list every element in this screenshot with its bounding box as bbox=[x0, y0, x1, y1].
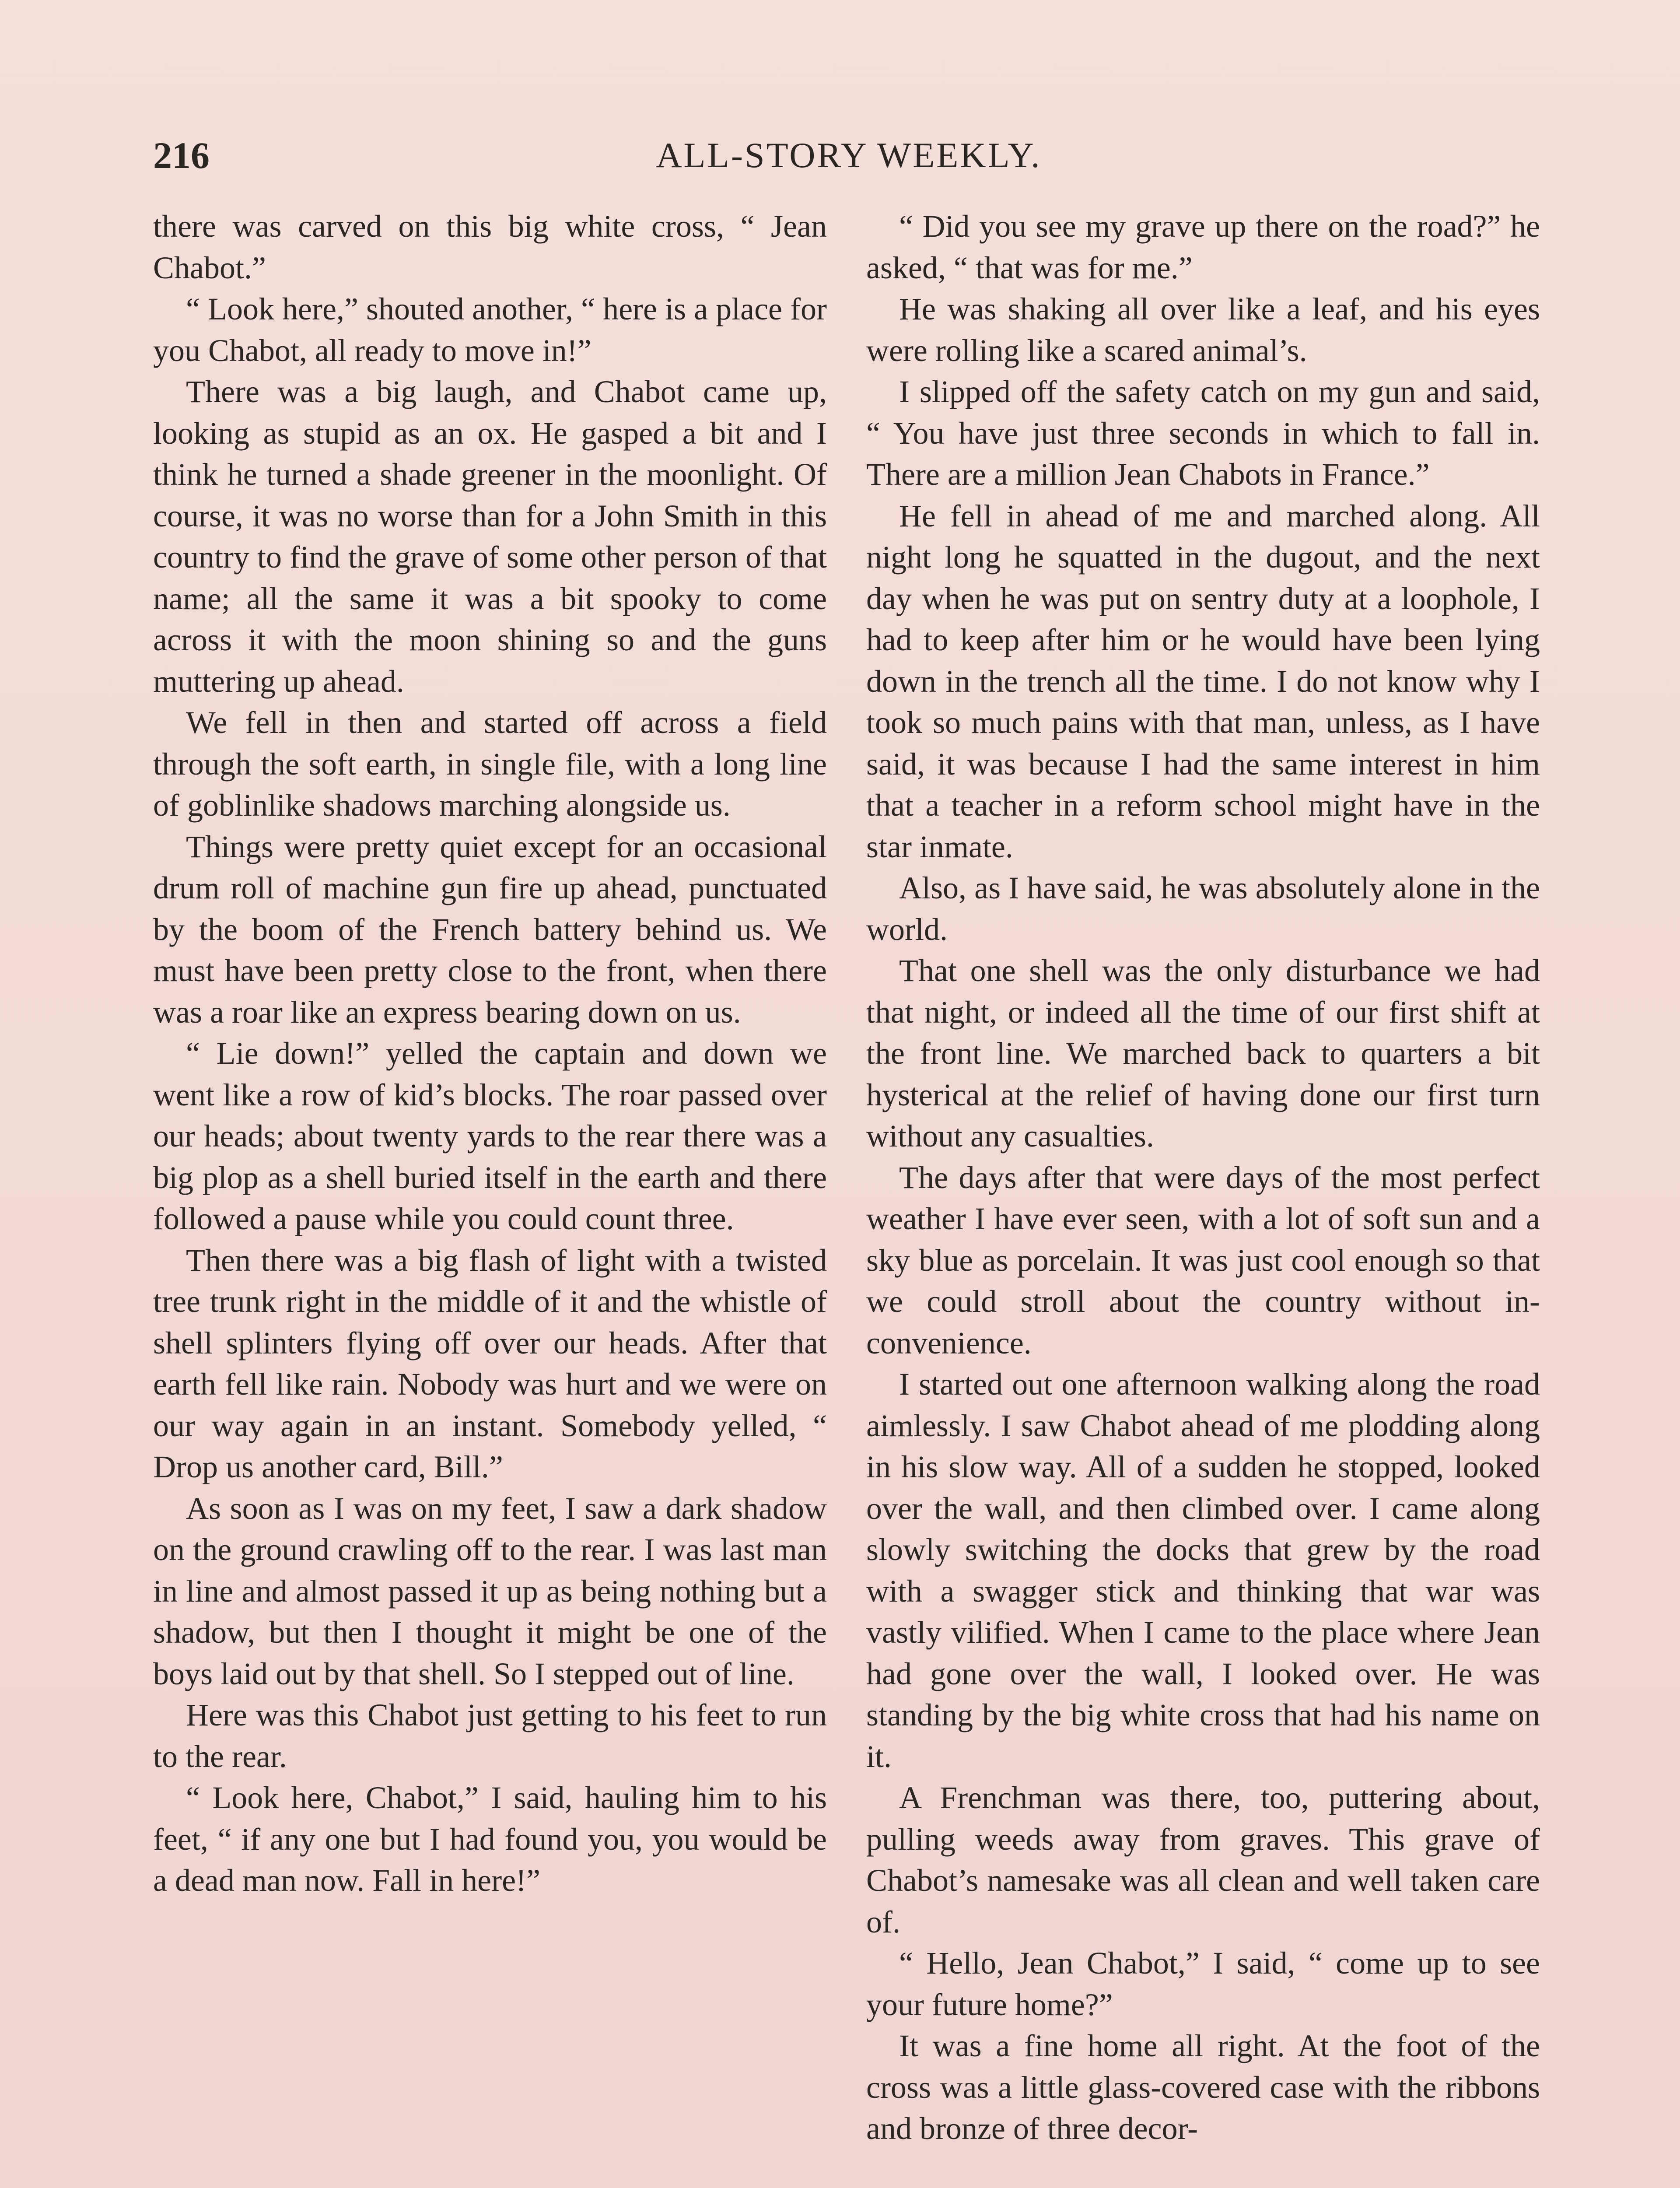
paragraph: There was a big laugh, and Chabot came up, looking as stupid as an ox. He gasped a bit and I think he turned a shade greener in the moonlight. Of course, it was no worse than for a John Smith in this country to find the grave of some other person of that name; all the same it was a bit spooky to come across it with the moon shining so and the guns muttering up ahead. bbox=[153, 374, 827, 699]
paragraph: I started out one afternoon walking along the road aimlessly. I saw Chabot ahead of me plodding along in his slow way. All of a sudden he stopped, looked over the wall, and then climbed over. I came along slowly switching the docks that grew by the road with a swagger stick and thinking that war was vastly vilified. When I came to the place where Jean had gone over the wall, I looked over. He was standing by the big white cross that had his name on it. bbox=[866, 1367, 1540, 1774]
paragraph: there was carved on this big white cross, “ Jean Chabot.” bbox=[153, 209, 827, 285]
running-head: ALL-STORY WEEKLY. bbox=[656, 135, 1042, 175]
paragraph: He was shaking all over like a leaf, and his eyes were rolling like a scared animal’s. bbox=[866, 291, 1540, 368]
paragraph: He fell in ahead of me and marched along. All night long he squatted in the dugout, and the next day when he was put on sentry duty at a loophole, I had to keep after him or he would have been lying down in the trench all the time. I do not know why I took so much pains with that man, unless, as I have said, it was because I had the same interest in him that a teacher in a reform school might have in the star inmate. bbox=[866, 498, 1540, 864]
paragraph: We fell in then and started off across a field through the soft earth, in single file, with a long line of goblinlike shadows marching alongside us. bbox=[153, 705, 827, 823]
paragraph: A Frenchman was there, too, puttering about, pulling weeds away from graves. This grave of Chabot’s namesake was all clean and well taken care of. bbox=[866, 1780, 1540, 1939]
paragraph: “ Look here,” shouted another, “ here is a place for you Chabot, all ready to move in!” bbox=[153, 291, 827, 368]
page-header bbox=[153, 131, 1544, 179]
paragraph: Then there was a big flash of light with a twisted tree trunk right in the middle of it and the whistle of shell splinters flying off over our heads. After that earth fell like rain. Nobody was hurt and we were on our way again in an instant. Somebody yelled, “ Drop us another card, Bill.” bbox=[153, 1242, 827, 1484]
paragraph: That one shell was the only disturbance we had that night, or indeed all the time of our first shift at the front line. We marched back to quarters a bit hysterical at the relief of having done our first turn without any casualties. bbox=[866, 953, 1540, 1154]
paragraph: As soon as I was on my feet, I saw a dark shadow on the ground crawling off to the rear. I was last man in line and almost passed it up as being nothing but a shadow, but then I thought it might be one of the boys laid out by that shell. So I stepped out of line. bbox=[153, 1490, 827, 1691]
paragraph: I slipped off the safety catch on my gun and said, “ You have just three seconds in which to fall in. There are a million Jean Chabots in France.” bbox=[866, 374, 1540, 492]
paragraph: The days after that were days of the most perfect weather I have ever seen, with a lot of soft sun and a sky blue as porcelain. It was just cool enough so that we could stroll about the country without inconvenience. bbox=[866, 1160, 1540, 1360]
paragraph: Also, as I have said, he was absolutely alone in the world. bbox=[866, 870, 1540, 947]
right-column bbox=[866, 206, 1540, 2149]
paragraph: “ Look here, Chabot,” I said, hauling him to his feet, “ if any one but I had found you, you would be a dead man now. Fall in here!” bbox=[153, 1780, 827, 1898]
left-column bbox=[153, 206, 827, 1901]
paragraph: “ Lie down!” yelled the captain and down we went like a row of kid’s blocks. The roar passed over our heads; about twenty yards to the rear there was a big plop as a shell buried itself in the earth and there followed a pause while you could count three. bbox=[153, 1036, 827, 1236]
paragraph: It was a fine home all right. At the foot of the cross was a little glass-covered case with the ribbons and bronze of three decor- bbox=[866, 2028, 1540, 2146]
paragraph: “ Hello, Jean Chabot,” I said, “ come up to see your future home?” bbox=[866, 1946, 1540, 2022]
page-number: 216 bbox=[153, 134, 210, 176]
paragraph: Things were pretty quiet except for an occasional drum roll of machine gun fire up ahead, punctuated by the boom of the French battery behind us. We must have been pretty close to the front, when there was a roar like an express bearing down on us. bbox=[153, 829, 827, 1030]
paragraph: Here was this Chabot just getting to his feet to run to the rear. bbox=[153, 1697, 827, 1774]
paragraph: “ Did you see my grave up there on the road?” he asked, “ that was for me.” bbox=[866, 209, 1540, 285]
